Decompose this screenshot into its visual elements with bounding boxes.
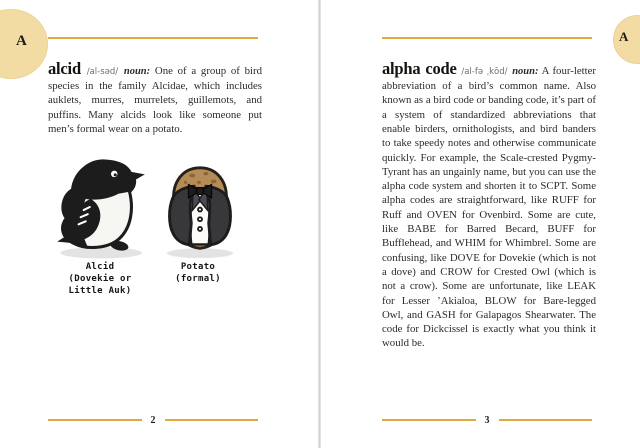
caption-line: (Dovekie or <box>68 273 132 284</box>
caption-line: Alcid <box>85 262 115 272</box>
caption-line: (formal) <box>175 273 221 284</box>
footer-rule <box>499 419 593 421</box>
page-footer-left <box>48 413 258 427</box>
entry-pronunciation: /al-fə ˌkōd/ <box>461 66 508 77</box>
tab-letter: A <box>619 29 629 44</box>
book-spine-divider <box>318 0 321 448</box>
dictionary-entry-alcid <box>48 58 263 136</box>
bird-bill <box>129 171 145 182</box>
caption-line: Little Auk) <box>68 285 132 296</box>
entry-definition: A four-letter abbreviation of a bird’s common name. Also known as a bird code or banding code, it’s part of a system of standardized abbreviations that enable birders, ornithologists, and bird banders to take speedy notes and otherwise communicate quickly. For example, the Scale-crested Pygmy-Tyrant has an ungainly name, but you can use the alpha code system and shorten it to SCPT. Some alpha codes are straightforward, like RUFF for Ruff and OVEN for Ovenbird. Some are cute, like BABE for Barred Becard, BUFF for Bufflehead, and WHIM for Whimbrel. Some are confusing, like DOVE for Dovekie (which is not a dove) and CROW for Crested Owl (which is not a crow). Some are unfortunate, like LEAK for Lesser ’Akialoa, BLOW for Bare-legged Owl, and GASH for Galapagos Shearwater. The code for Dickcissel is exactly what you think it would be. <box>382 64 597 350</box>
thumb-index-tab-a-left <box>0 9 48 79</box>
page-number: 3 <box>484 414 490 426</box>
bird-caption <box>50 262 150 297</box>
footer-rule <box>382 419 476 421</box>
footer-rule <box>48 419 142 421</box>
entry-headword: alcid <box>48 58 81 78</box>
entry-divider-rule <box>382 37 592 39</box>
bird-shadow <box>60 247 142 258</box>
page-footer-right <box>382 413 592 427</box>
caption-line: Potato <box>180 262 216 272</box>
shirt-buttons <box>197 207 203 232</box>
tab-letter: A <box>16 33 27 49</box>
potato-caption <box>155 262 241 286</box>
thumb-index-tab-a-right <box>613 15 640 64</box>
entry-definition: One of a group of bird species in the family Alcidae, which includes auklets, murres, murrelets, guillemots, and puffins. Many alcids look like someone put men’s formal wear on a potato. <box>48 64 263 135</box>
potato-in-tuxedo-illustration <box>156 161 244 260</box>
entry-part-of-speech: noun: <box>512 65 539 77</box>
bird-pupil <box>114 173 117 176</box>
entry-divider-rule <box>48 37 258 39</box>
dictionary-entry-alpha-code <box>382 58 597 351</box>
entry-part-of-speech: noun: <box>123 65 151 77</box>
page-number: 2 <box>150 414 156 426</box>
footer-rule <box>165 419 259 421</box>
dovekie-bird-illustration <box>50 152 152 260</box>
entry-headword: alpha code <box>382 58 457 78</box>
entry-pronunciation: /al-səd/ <box>86 66 119 77</box>
